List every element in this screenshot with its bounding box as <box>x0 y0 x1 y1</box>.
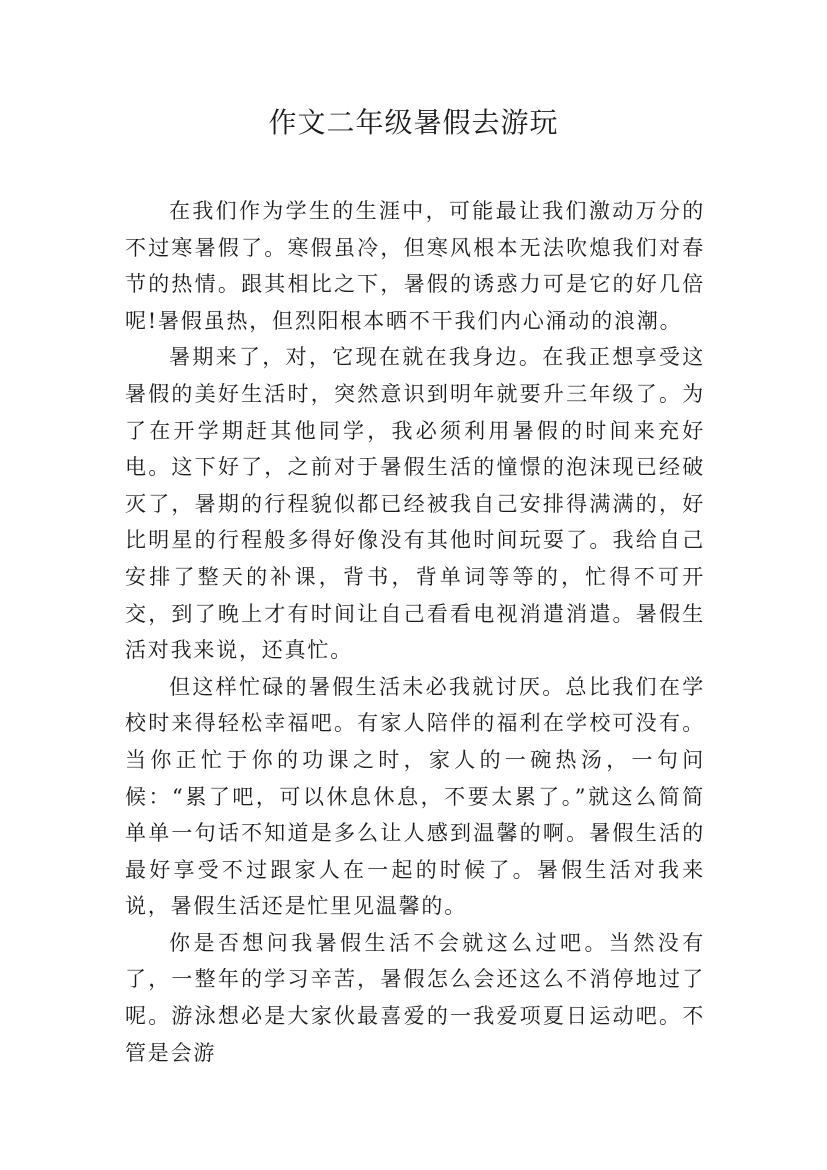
document-title: 作文二年级暑假去游玩 <box>268 106 559 139</box>
paragraph: 你是否想问我暑假生活不会就这么过吧。当然没有了，一整年的学习辛苦，暑假怎么会还这么不消停地过了呢。游泳想必是大家伙最喜爱的一我爱项夏日运动吧。不管是会游 <box>125 930 705 1065</box>
paragraph: 但这样忙碌的暑假生活未必我就讨厌。总比我们在学校时来得轻松幸福吧。有家人陪伴的福利在学校可没有。当你正忙于你的功课之时，家人的一碗热汤，一句问候：“累了吧，可以休息休息，不要太累了。”就这么简简单单一句话不知道是多么让人感到温馨的啊。暑假生活的最好享受不过跟家人在一起的时候了。暑假生活对我来说，暑假生活还是忙里见温馨的。 <box>125 674 705 919</box>
paragraph: 暑期来了，对，它现在就在我身边。在我正想享受这暑假的美好生活时，突然意识到明年就要升三年级了。为了在开学期赶其他同学，我必须利用暑假的时间来充好电。这下好了，之前对于暑假生活的憧憬的泡沫现已经破灭了，暑期的行程貌似都已经被我自己安排得满满的，好比明星的行程般多得好像没有其他时间玩耍了。我给自己安排了整天的补课，背书，背单词等等的，忙得不可开交，到了晚上才有时间让自己看看电视消遣消遣。暑假生活对我来说，还真忙。 <box>125 345 705 663</box>
document-body <box>125 193 705 1071</box>
paragraph: 在我们作为学生的生涯中，可能最让我们激动万分的不过寒暑假了。寒假虽冷，但寒风根本无法吹熄我们对春节的热情。跟其相比之下，暑假的诱惑力可是它的好几倍呢!暑假虽热，但烈阳根本晒不干我们内心涌动的浪潮。 <box>125 199 705 333</box>
